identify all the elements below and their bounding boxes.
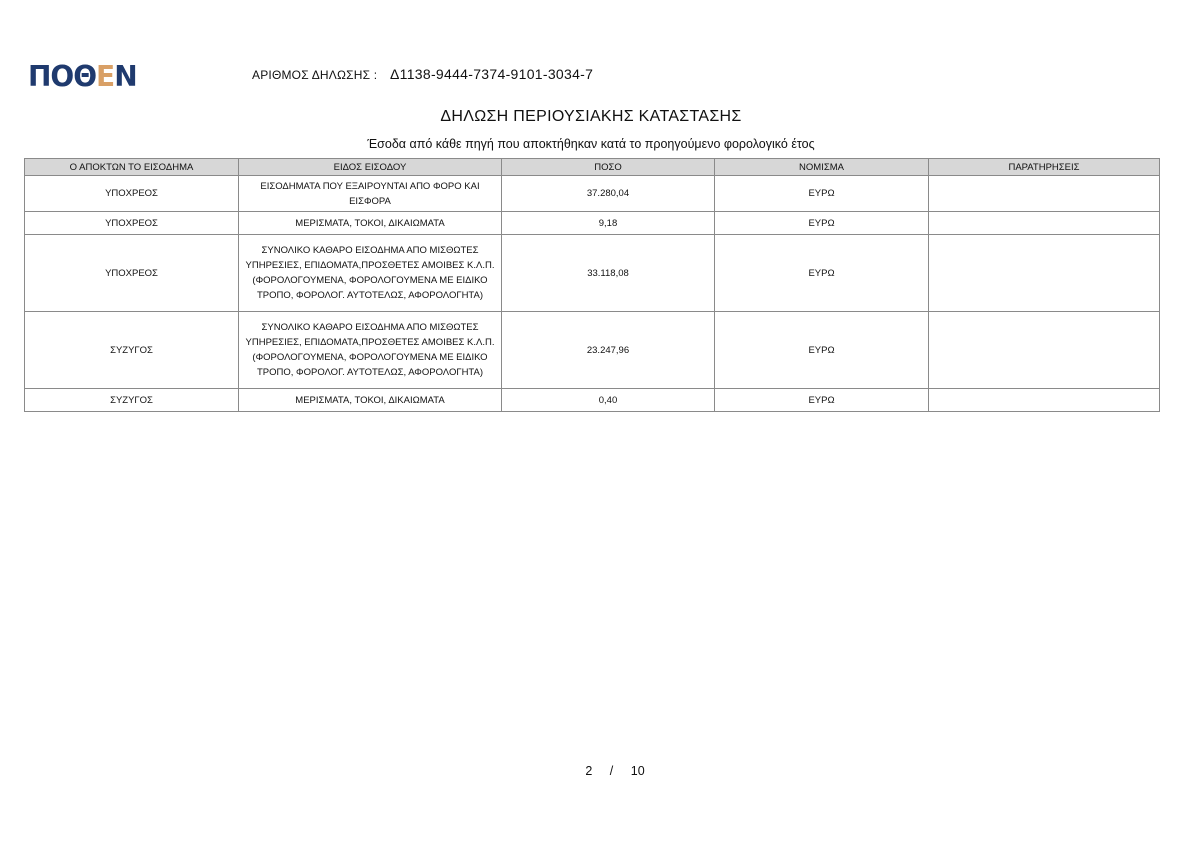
table-row [25, 212, 1160, 235]
table-row [25, 235, 1160, 312]
cell-type: ΜΕΡΙΣΜΑΤΑ, ΤΟΚΟΙ, ΔΙΚΑΙΩΜΑΤΑ [239, 212, 502, 235]
column-header-amount: ΠΟΣΟ [502, 159, 715, 176]
cell-type: ΕΙΣΟΔΗΜΑΤΑ ΠΟΥ ΕΞΑΙΡΟΥΝΤΑΙ ΑΠΟ ΦΟΡΟ ΚΑΙ ΕΙΣΦΟΡΑ [239, 176, 502, 212]
cell-holder: ΣΥΖΥΓΟΣ [25, 389, 239, 412]
cell-amount: 33.118,08 [502, 235, 715, 312]
cell-currency: ΕΥΡΩ [715, 389, 929, 412]
declaration-number: Δ1138-9444-7374-9101-3034-7 [390, 66, 594, 82]
cell-amount: 0,40 [502, 389, 715, 412]
page-title: ΔΗΛΩΣΗ ΠΕΡΙΟΥΣΙΑΚΗΣ ΚΑΤΑΣΤΑΣΗΣ [440, 108, 742, 125]
table-header-row [25, 159, 1160, 176]
cell-type: ΣΥΝΟΛΙΚΟ ΚΑΘΑΡΟ ΕΙΣΟΔΗΜΑ ΑΠΟ ΜΙΣΘΩΤΕΣ ΥΠΗΡΕΣΙΕΣ, ΕΠΙΔΟΜΑΤΑ,ΠΡΟΣΘΕΤΕΣ ΑΜΟΙΒΕΣ Κ.Λ.Π.(ΦΟΡΟΛΟΓΟΥΜΕΝΑ, ΦΟΡΟΛΟΓΟΥΜΕΝΑ ΜΕ ΕΙΔΙΚΟ ΤΡΟΠΟ, ΦΟΡΟΛΟΓ. ΑΥΤΟΤΕΛΩΣ, ΑΦΟΡΟΛΟΓΗΤΑ) [239, 235, 502, 312]
cell-currency: ΕΥΡΩ [715, 212, 929, 235]
page-indicator [0, 764, 1200, 778]
cell-notes [929, 235, 1160, 312]
page-separator: / [609, 764, 614, 778]
page-total: 10 [630, 764, 645, 778]
column-header-currency: ΝΟΜΙΣΜΑ [715, 159, 929, 176]
cell-currency: ΕΥΡΩ [715, 235, 929, 312]
cell-notes [929, 312, 1160, 389]
cell-notes [929, 389, 1160, 412]
table-row [25, 176, 1160, 212]
page-subtitle: Έσοδα από κάθε πηγή που αποκτήθηκαν κατά το προηγούμενο φορολογικό έτος [367, 137, 815, 151]
cell-currency: ΕΥΡΩ [715, 176, 929, 212]
cell-currency: ΕΥΡΩ [715, 312, 929, 389]
cell-amount: 9,18 [502, 212, 715, 235]
cell-holder: ΥΠΟΧΡΕΟΣ [25, 235, 239, 312]
table-row [25, 312, 1160, 389]
cell-type: ΣΥΝΟΛΙΚΟ ΚΑΘΑΡΟ ΕΙΣΟΔΗΜΑ ΑΠΟ ΜΙΣΘΩΤΕΣ ΥΠΗΡΕΣΙΕΣ, ΕΠΙΔΟΜΑΤΑ,ΠΡΟΣΘΕΤΕΣ ΑΜΟΙΒΕΣ Κ.Λ.Π.(ΦΟΡΟΛΟΓΟΥΜΕΝΑ, ΦΟΡΟΛΟΓΟΥΜΕΝΑ ΜΕ ΕΙΔΙΚΟ ΤΡΟΠΟ, ΦΟΡΟΛΟΓ. ΑΥΤΟΤΕΛΩΣ, ΑΦΟΡΟΛΟΓΗΤΑ) [239, 312, 502, 389]
page-current: 2 [585, 764, 593, 778]
pothen-logo: ΠΟΘΕΝ [28, 60, 137, 93]
cell-holder: ΥΠΟΧΡΕΟΣ [25, 212, 239, 235]
cell-amount: 23.247,96 [502, 312, 715, 389]
cell-notes [929, 212, 1160, 235]
cell-amount: 37.280,04 [502, 176, 715, 212]
column-header-notes: ΠΑΡΑΤΗΡΗΣΕΙΣ [929, 159, 1160, 176]
income-table [24, 158, 1160, 412]
column-header-type: ΕΙΔΟΣ ΕΙΣΟΔΟΥ [239, 159, 502, 176]
cell-notes [929, 176, 1160, 212]
table-row [25, 389, 1160, 412]
column-header-holder: Ο ΑΠΟΚΤΩΝ ΤΟ ΕΙΣΟΔΗΜΑ [25, 159, 239, 176]
declaration-number-label: ΑΡΙΘΜΟΣ ΔΗΛΩΣΗΣ : [252, 68, 378, 82]
cell-type: ΜΕΡΙΣΜΑΤΑ, ΤΟΚΟΙ, ΔΙΚΑΙΩΜΑΤΑ [239, 389, 502, 412]
cell-holder: ΣΥΖΥΓΟΣ [25, 312, 239, 389]
cell-holder: ΥΠΟΧΡΕΟΣ [25, 176, 239, 212]
